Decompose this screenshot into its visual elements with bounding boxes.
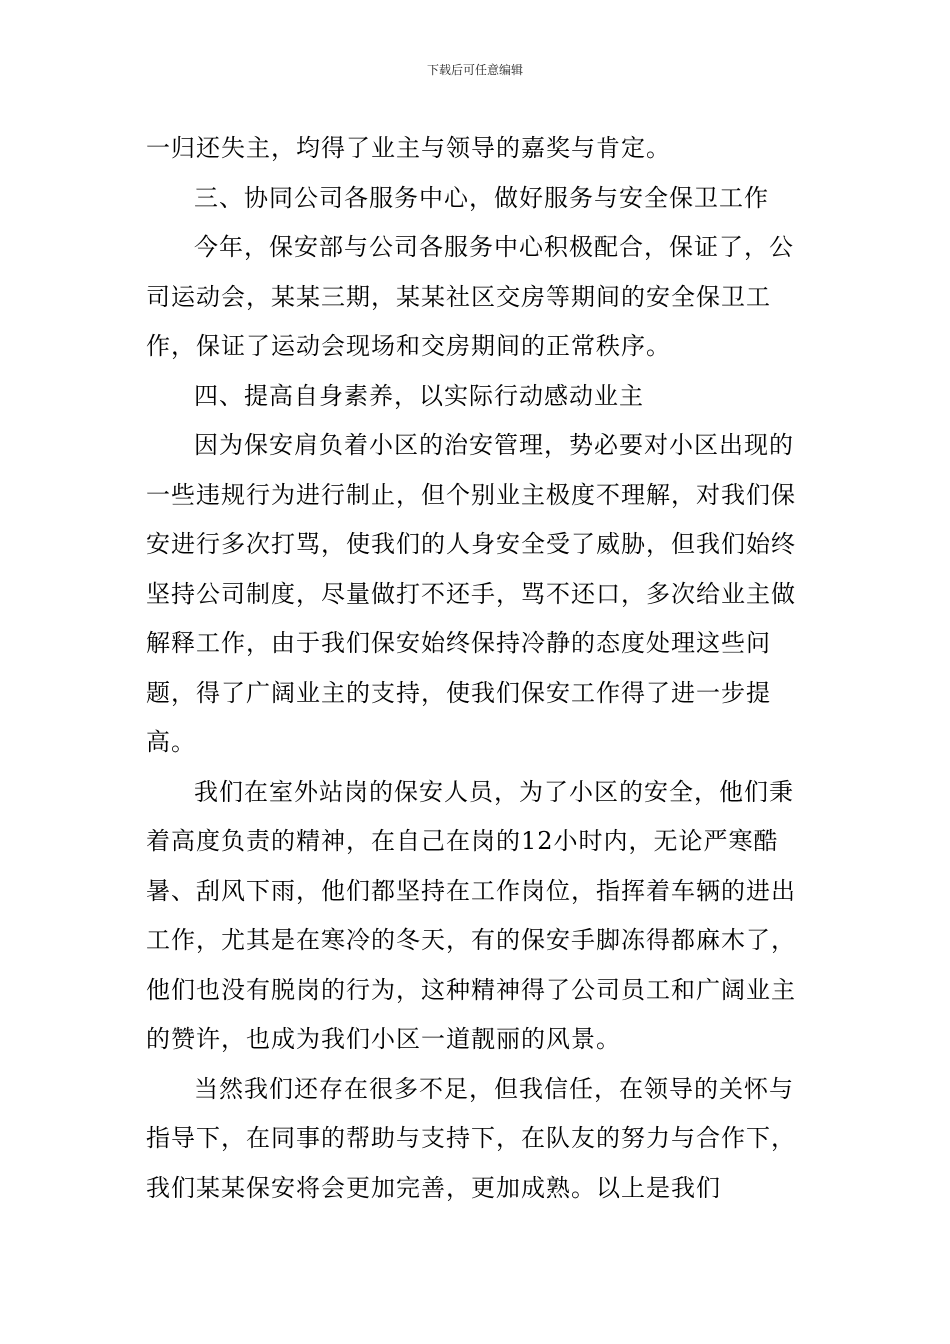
paragraph-continuation: 一归还失主，均得了业主与领导的嘉奖与肯定。 [146, 134, 671, 162]
paragraph-cooperation: 今年，保安部与公司各服务中心积极配合，保证了，公司运动会，某某三期，某某社区交房等期间的安全保卫工作，保证了运动会现场和交房期间的正常秩序。 [146, 233, 794, 360]
section-heading-3: 三、协同公司各服务中心，做好服务与安全保卫工作 [194, 183, 769, 212]
paragraph-outdoor-guards: 我们在室外站岗的保安人员，为了小区的安全，他们秉着高度负责的精神，在自己在岗的12小时内，无论严寒酷暑、刮风下雨，他们都坚持在工作岗位，指挥着车辆的进出工作，尤其是在寒冷的冬天，有的保安手脚冻得都麻木了，他们也没有脱岗的行为，这种精神得了公司员工和广阔业主的赞许，也成为我们小区一道靓丽的风景。 [146, 777, 796, 1053]
page-header: 下载后可任意编辑 [426, 63, 523, 77]
document-body [146, 124, 808, 1213]
paragraph-shortcomings: 当然我们还存在很多不足，但我信任，在领导的关怀与指导下，在同事的帮助与支持下，在队友的努力与合作下，我们某某保安将会更加完善，更加成熟。以上是我们 [146, 1074, 796, 1202]
section-heading-4: 四、提高自身素养，以实际行动感动业主 [194, 381, 644, 410]
paragraph-security-management: 因为保安肩负着小区的治安管理，势必要对小区出现的一些违规行为进行制止，但个别业主极度不理解，对我们保安进行多次打骂，使我们的人身安全受了威胁，但我们始终坚持公司制度，尽量做打不还手，骂不还口，多次给业主做解释工作，由于我们保安始终保持冷静的态度处理这些问题，得了广阔业主的支持，使我们保安工作得了进一步提高。 [146, 431, 796, 756]
